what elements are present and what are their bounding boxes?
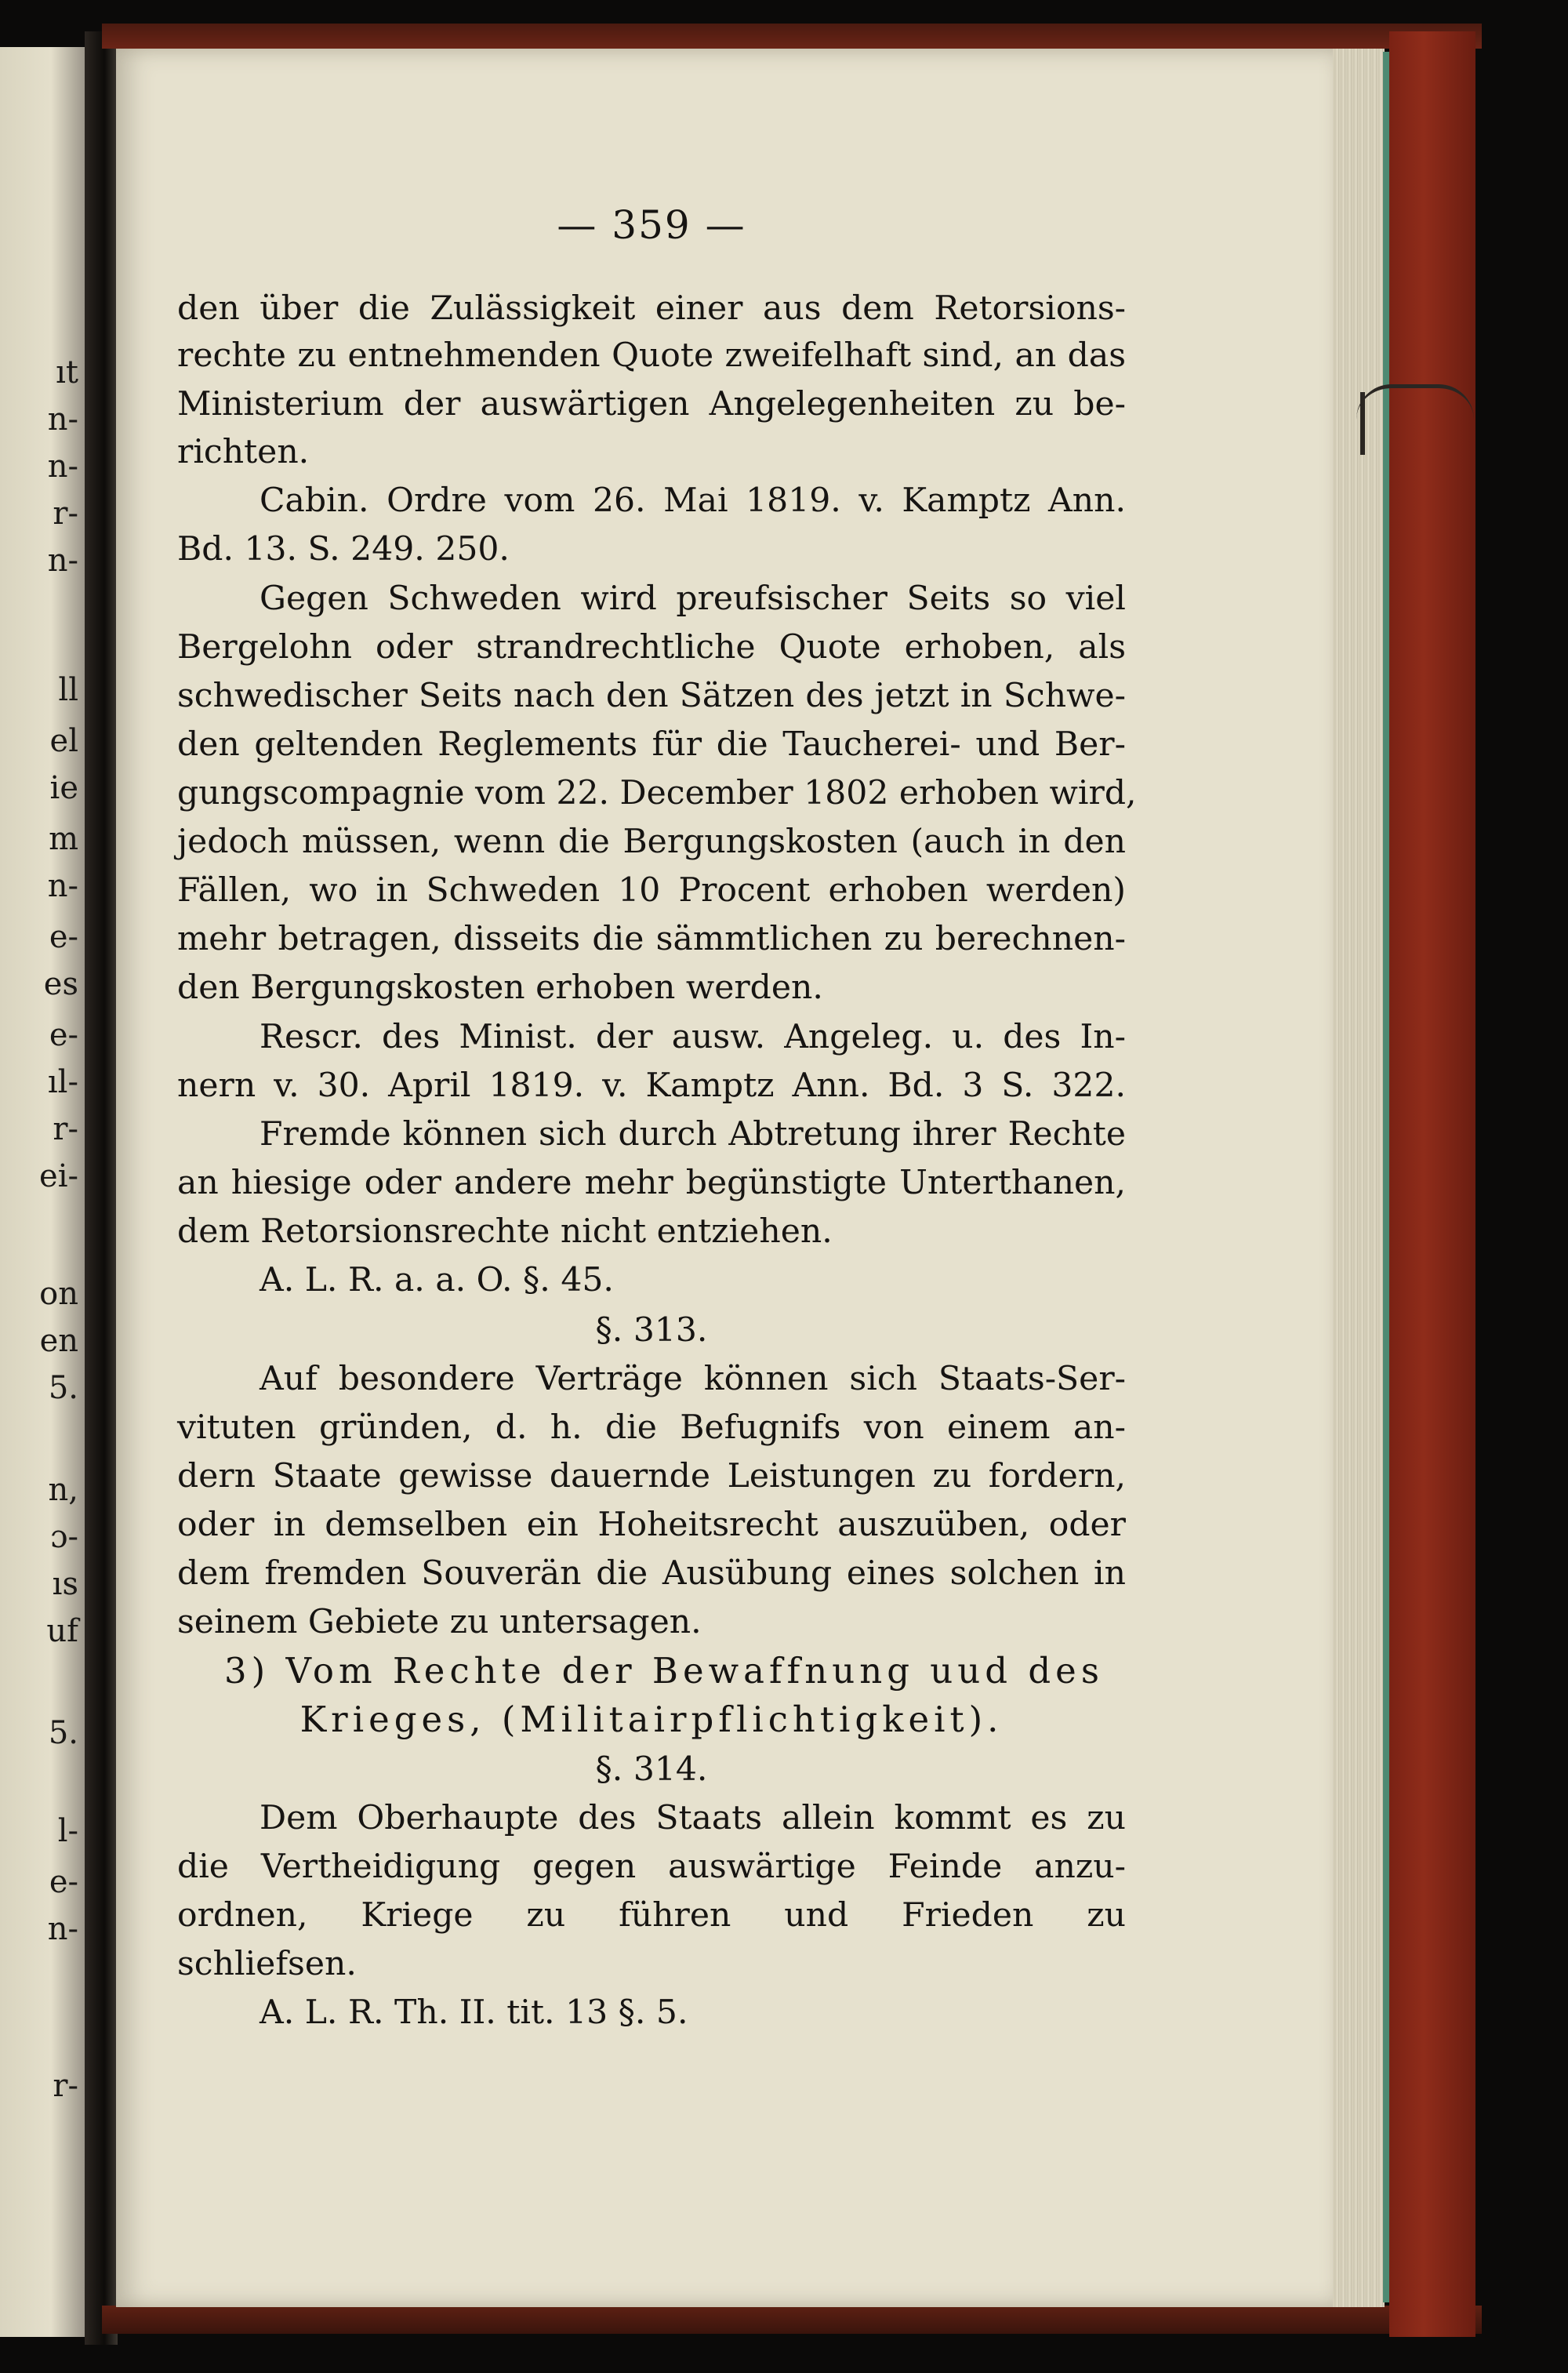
text-line: rechte zu entnehmenden Quote zweifelhaft sind, an das xyxy=(177,336,1126,375)
text-line: Ministerium der auswärtigen Angelegenheiten zu be- xyxy=(177,385,1126,423)
cover-top-edge xyxy=(102,24,1482,49)
fragment: 5. xyxy=(48,1715,78,1751)
fragment: l- xyxy=(57,1813,78,1849)
text-line: Cabin. Ordre vom 26. Mai 1819. v. Kamptz Ann. xyxy=(260,482,1126,520)
text-line: dem fremden Souverän die Ausübung eines solchen in xyxy=(177,1554,1126,1593)
fragment: n, xyxy=(48,1472,78,1508)
fragment: r- xyxy=(53,2068,78,2104)
text-line: die Vertheidigung gegen auswärtige Feinde anzu- xyxy=(177,1848,1126,1886)
text-line: dern Staate gewisse dauernde Leistungen zu fordern, xyxy=(177,1457,1126,1495)
text-line: Bergelohn oder strandrechtliche Quote erhoben, als xyxy=(177,628,1126,667)
fragment: ie xyxy=(49,770,78,806)
fragment: el xyxy=(49,723,78,759)
bookmark-ribbon xyxy=(1356,384,1474,420)
fragment: r- xyxy=(53,496,78,532)
fragment: r- xyxy=(53,1111,78,1147)
fragment: n- xyxy=(47,449,78,485)
fragment: n- xyxy=(47,868,78,904)
text-line: oder in demselben ein Hoheitsrecht auszuüben, oder xyxy=(177,1506,1126,1544)
section-number: §. 314. xyxy=(595,1750,708,1789)
text-line: schliefsen. xyxy=(177,1945,357,1983)
fragment: on xyxy=(39,1276,78,1312)
section-number: §. 313. xyxy=(595,1311,708,1350)
text-line: Fremde können sich durch Abtretung ihrer Rechte xyxy=(260,1115,1126,1154)
fragment: ıl- xyxy=(47,1064,78,1100)
fragment: 5. xyxy=(48,1370,78,1406)
fragment: uf xyxy=(46,1613,78,1649)
bookmark-ribbon-tail xyxy=(1360,392,1365,455)
red-book-cover xyxy=(1389,31,1475,2337)
text-line: den geltenden Reglements für die Taucherei- und Ber- xyxy=(177,725,1126,764)
text-line: dem Retorsionsrechte nicht entziehen. xyxy=(177,1212,833,1251)
text-line: Auf besondere Verträge können sich Staats-Ser- xyxy=(260,1360,1126,1398)
text-line: Gegen Schweden wird preufsischer Seits so viel xyxy=(260,580,1126,618)
text-line: ordnen, Kriege zu führen und Frieden zu xyxy=(177,1896,1126,1935)
text-line: richten. xyxy=(177,433,310,471)
text-line: gungscompagnie vom 22. December 1802 erhoben wird, xyxy=(177,774,1137,812)
fragment: ei- xyxy=(39,1158,78,1194)
text-line: vituten gründen, d. h. die Befugnifs von einem an- xyxy=(177,1408,1126,1447)
text-line: A. L. R. Th. II. tit. 13 §. 5. xyxy=(260,1993,688,2032)
chapter-heading: 3) Vom Rechte der Bewaffnung uud des xyxy=(224,1650,1104,1692)
fragment: e- xyxy=(49,1017,78,1053)
text-line: Bd. 13. S. 249. 250. xyxy=(177,530,510,569)
fragment: n- xyxy=(47,1911,78,1947)
fragment: ll xyxy=(58,672,78,708)
fragment: ıt xyxy=(56,354,78,391)
previous-page-edge xyxy=(0,47,85,2337)
text-line: an hiesige oder andere mehr begünstigte Unterthanen, xyxy=(177,1164,1126,1202)
chapter-heading-continued: Krieges, (Militairpflichtigkeit). xyxy=(299,1699,1004,1740)
text-line: schwedischer Seits nach den Sätzen des jetzt in Schwe- xyxy=(177,677,1126,715)
text-line: Fällen, wo in Schweden 10 Procent erhoben werden) xyxy=(177,871,1126,910)
text-line: mehr betragen, disseits die sämmtlichen zu berechnen- xyxy=(177,920,1126,958)
text-line: jedoch müssen, wenn die Bergungskosten (auch in den xyxy=(177,823,1126,861)
text-line: den über die Zulässigkeit einer aus dem Retorsions- xyxy=(177,289,1126,328)
text-line: A. L. R. a. a. O. §. 45. xyxy=(260,1261,614,1299)
fragment: e- xyxy=(49,919,78,955)
text-line: nern v. 30. April 1819. v. Kamptz Ann. Bd. 3 S. 322. xyxy=(177,1067,1126,1105)
fragment: n- xyxy=(47,543,78,579)
text-line: den Bergungskosten erhoben werden. xyxy=(177,968,823,1007)
fragment: ɔ- xyxy=(50,1519,78,1555)
fragment: es xyxy=(43,966,78,1002)
text-line: seinem Gebiete zu untersagen. xyxy=(177,1603,702,1641)
text-line: Dem Oberhaupte des Staats allein kommt es zu xyxy=(260,1799,1126,1837)
page-number: — 359 — xyxy=(557,202,746,248)
text-line: Rescr. des Minist. der ausw. Angeleg. u. des In- xyxy=(260,1018,1126,1056)
fragment: n- xyxy=(47,402,78,438)
fragment: en xyxy=(39,1323,78,1359)
fragment: e- xyxy=(49,1864,78,1900)
book-gutter xyxy=(85,31,118,2345)
fragment: m xyxy=(49,821,78,857)
fragment: ıs xyxy=(52,1566,78,1602)
cover-bottom-edge xyxy=(102,2306,1482,2334)
